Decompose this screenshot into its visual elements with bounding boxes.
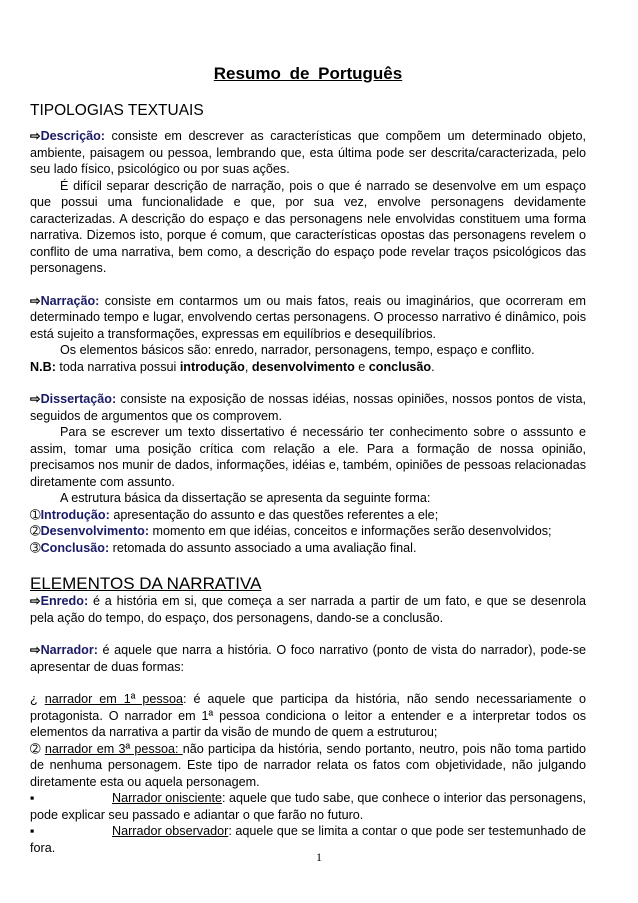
section-heading-tipologias: TIPOLOGIAS TEXTUAIS bbox=[30, 102, 204, 119]
list-item: ➂Conclusão: retomada do assunto associado a uma avaliação final. bbox=[30, 540, 417, 555]
dissertacao-paragraph-3: A estrutura básica da dissertação se apresenta da seguinte forma: bbox=[60, 491, 431, 505]
narracao-label: Narração: bbox=[40, 293, 100, 308]
enredo-paragraph: ⇨Enredo: é a história em si, que começa a ser narrada a partir de um fato, e que se desenrola pela ação do tempo, do espaço, dos personagens, dando-se a conclusão. bbox=[30, 594, 586, 625]
arrow-icon: ⇨ bbox=[30, 392, 41, 406]
nb-paragraph: N.B: toda narrativa possui introdução, desenvolvimento e conclusão. bbox=[30, 359, 435, 374]
narracao-text: consiste em contarmos um ou mais fatos, reais ou imaginários, que ocorreram em determinado tempo e lugar, envolvendo certas personagens. O processo narrativo é dinâmico, pois está sujeito a transformações, expressas em equilíbrios e desequilíbrios. bbox=[30, 293, 586, 341]
narracao-paragraph-2: Os elementos básicos são: enredo, narrador, personagens, tempo, espaço e conflito. bbox=[60, 343, 535, 357]
marker-icon: ¿ bbox=[30, 692, 38, 706]
nb-label: N.B: bbox=[30, 359, 56, 374]
circled-number-icon: ➂ bbox=[30, 540, 41, 555]
dissertacao-label: Dissertação: bbox=[40, 392, 117, 406]
circled-number-icon: ➁ bbox=[30, 741, 41, 756]
page-title: Resumo de Português bbox=[213, 64, 403, 83]
bullet-icon: ▪ bbox=[30, 791, 35, 805]
dissertacao-paragraph bbox=[30, 391, 586, 424]
arrow-icon: ⇨ bbox=[30, 293, 41, 308]
list-item: ➁Desenvolvimento: momento em que idéias, conceitos e informações serão desenvolvidos; bbox=[30, 524, 552, 538]
narrador-terceira-pessoa: ➁ narrador em 3ª pessoa: não participa da história, sendo portanto, neutro, pois não toma partido de nenhuma personagem. Este tipo de narrador relata os fatos com objetividade, não julgando diretamente esta ou aquela personagem. bbox=[30, 741, 586, 789]
bullet-icon: ▪ bbox=[30, 824, 35, 838]
circled-number-icon: ➁ bbox=[30, 524, 41, 538]
descricao-paragraph-2: É difícil separar descrição de narração, pois o que é narrado se desenvolve em um espaço que possui uma funcionalidade e que, por sua vez, envolve personagens devidamente caracterizadas. A descrição do espaço e das personagens nele envolvidas constituem uma forma narrativa. Dizemos isto, porque é comum, que características opostas das personagens revelem o conflito de uma narrativa, bem como, a descrição do espaço pode revelar traços psicológicos das personagens. bbox=[30, 178, 586, 275]
narrador-onisciente: ▪ Narrador onisciente: aquele que tudo sabe, que conhece o interior das personagens, pode explicar seu passado e adiantar o que farão no futuro. bbox=[30, 791, 586, 822]
arrow-icon: ⇨ bbox=[30, 594, 41, 608]
narracao-paragraph bbox=[30, 293, 586, 343]
list-item: ➀Introdução: apresentação do assunto e das questões referentes a ele; bbox=[30, 507, 439, 522]
enredo-label: Enredo: bbox=[40, 594, 89, 608]
page-number: 1 bbox=[316, 850, 322, 864]
section-heading-elementos: ELEMENTOS DA NARRATIVA bbox=[30, 574, 262, 593]
dissertacao-text: consiste na exposição de nossas idéias, nossas opiniões, nossos pontos de vista, seguidos de argumentos que os comprovem. bbox=[30, 392, 586, 423]
circled-number-icon: ➀ bbox=[30, 507, 41, 522]
descricao-label: Descrição: bbox=[40, 129, 105, 143]
narrador-label: Narrador: bbox=[40, 643, 98, 657]
narrador-primeira-pessoa: ¿ narrador em 1ª pessoa: é aquele que participa da história, não sendo necessariamente o protagonista. O narrador em 1ª pessoa condiciona o leitor a entender e a interpretar todos os elementos da narrativa a partir da visão de mundo de quem a estruturou; bbox=[30, 692, 587, 739]
arrow-icon: ⇨ bbox=[30, 129, 41, 143]
dissertacao-paragraph-2: Para se escrever um texto dissertativo é necessário ter conhecimento sobre o asssunto e assim, tomar uma posição crítica com relação a ele. Para a formação de nossa opinião, precisamos nos munir de dados, informações, idéias e, também, opiniões de pessoas relacionadas diretamente com assunto. bbox=[30, 425, 586, 489]
narrador-observador: ▪ Narrador observador: aquele que se limita a contar o que pode ser testemunhado de fora. bbox=[30, 824, 586, 855]
descricao-text: consiste em descrever as características que compõem um determinado objeto, ambiente, paisagem ou pessoa, lembrando que, esta última pode ser descrita/caracterizada, pelo seu lado físico, psicológico ou por suas ações. bbox=[30, 129, 586, 176]
narrador-paragraph: ⇨Narrador: é aquele que narra a história. O foco narrativo (ponto de vista do narrador), pode-se apresentar de duas formas: bbox=[30, 643, 586, 674]
arrow-icon: ⇨ bbox=[30, 643, 41, 657]
descricao-paragraph bbox=[30, 128, 586, 178]
